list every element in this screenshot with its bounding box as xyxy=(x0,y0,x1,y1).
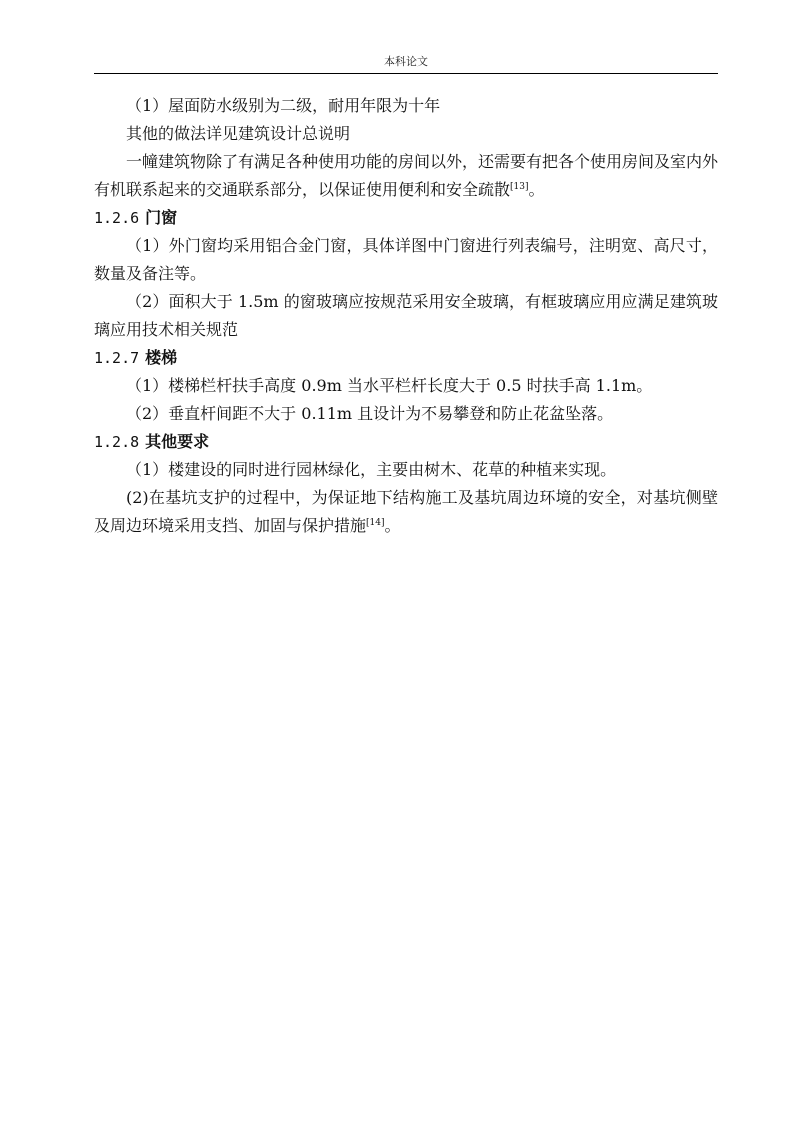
paragraph-text: 一幢建筑物除了有满足各种使用功能的房间以外，还需要有把各个使用房间及室内外有机联系起来的交通联系部分，以保证使用便利和安全疏散 xyxy=(94,152,719,199)
paragraph-end: 。 xyxy=(528,180,545,199)
paragraph-other-2 xyxy=(94,484,718,540)
paragraph-end: 。 xyxy=(384,516,401,535)
paragraph-other-1: （1）楼建设的同时进行园林绿化，主要由树木、花草的种植来实现。 xyxy=(126,460,617,479)
section-number: 1.2.7 xyxy=(94,349,140,367)
section-heading-1-2-8 xyxy=(94,428,718,456)
section-title: 楼梯 xyxy=(145,348,178,367)
section-heading-1-2-7 xyxy=(94,344,718,372)
citation-14: [14] xyxy=(366,518,385,528)
section-title: 门窗 xyxy=(145,208,178,227)
section-heading-1-2-6 xyxy=(94,204,718,232)
paragraph-roof-waterproof: （1）屋面防水级别为二级，耐用年限为十年 xyxy=(126,96,441,115)
section-number: 1.2.6 xyxy=(94,209,140,227)
header-rule xyxy=(94,73,718,74)
section-title: 其他要求 xyxy=(145,432,210,451)
citation-13: [13] xyxy=(510,182,529,192)
section-number: 1.2.8 xyxy=(94,433,140,451)
paragraph-stairs-1: （1）楼梯栏杆扶手高度 0.9m 当水平栏杆长度大于 0.5 时扶手高 1.1m。 xyxy=(126,376,653,395)
paragraph-text: (2)在基坑支护的过程中，为保证地下结构施工及基坑周边环境的安全，对基坑侧壁及周边环境采用支挡、加固与保护措施 xyxy=(94,488,718,535)
paragraph-doors-windows-2: （2）面积大于 1.5m 的窗玻璃应按规范采用安全玻璃，有框玻璃应用应满足建筑玻璃应用技术相关规范 xyxy=(94,292,718,339)
paragraph-circulation xyxy=(94,148,718,204)
paragraph-other-methods: 其他的做法详见建筑设计总说明 xyxy=(126,124,351,143)
paragraph-doors-windows-1: （1）外门窗均采用铝合金门窗，具体详图中门窗进行列表编号，注明宽、高尺寸，数量及备注等。 xyxy=(94,236,718,283)
running-header: 本科论文 xyxy=(384,55,428,68)
paragraph-stairs-2: （2）垂直杆间距不大于 0.11m 且设计为不易攀登和防止花盆坠落。 xyxy=(126,404,614,423)
document-body xyxy=(94,92,718,540)
